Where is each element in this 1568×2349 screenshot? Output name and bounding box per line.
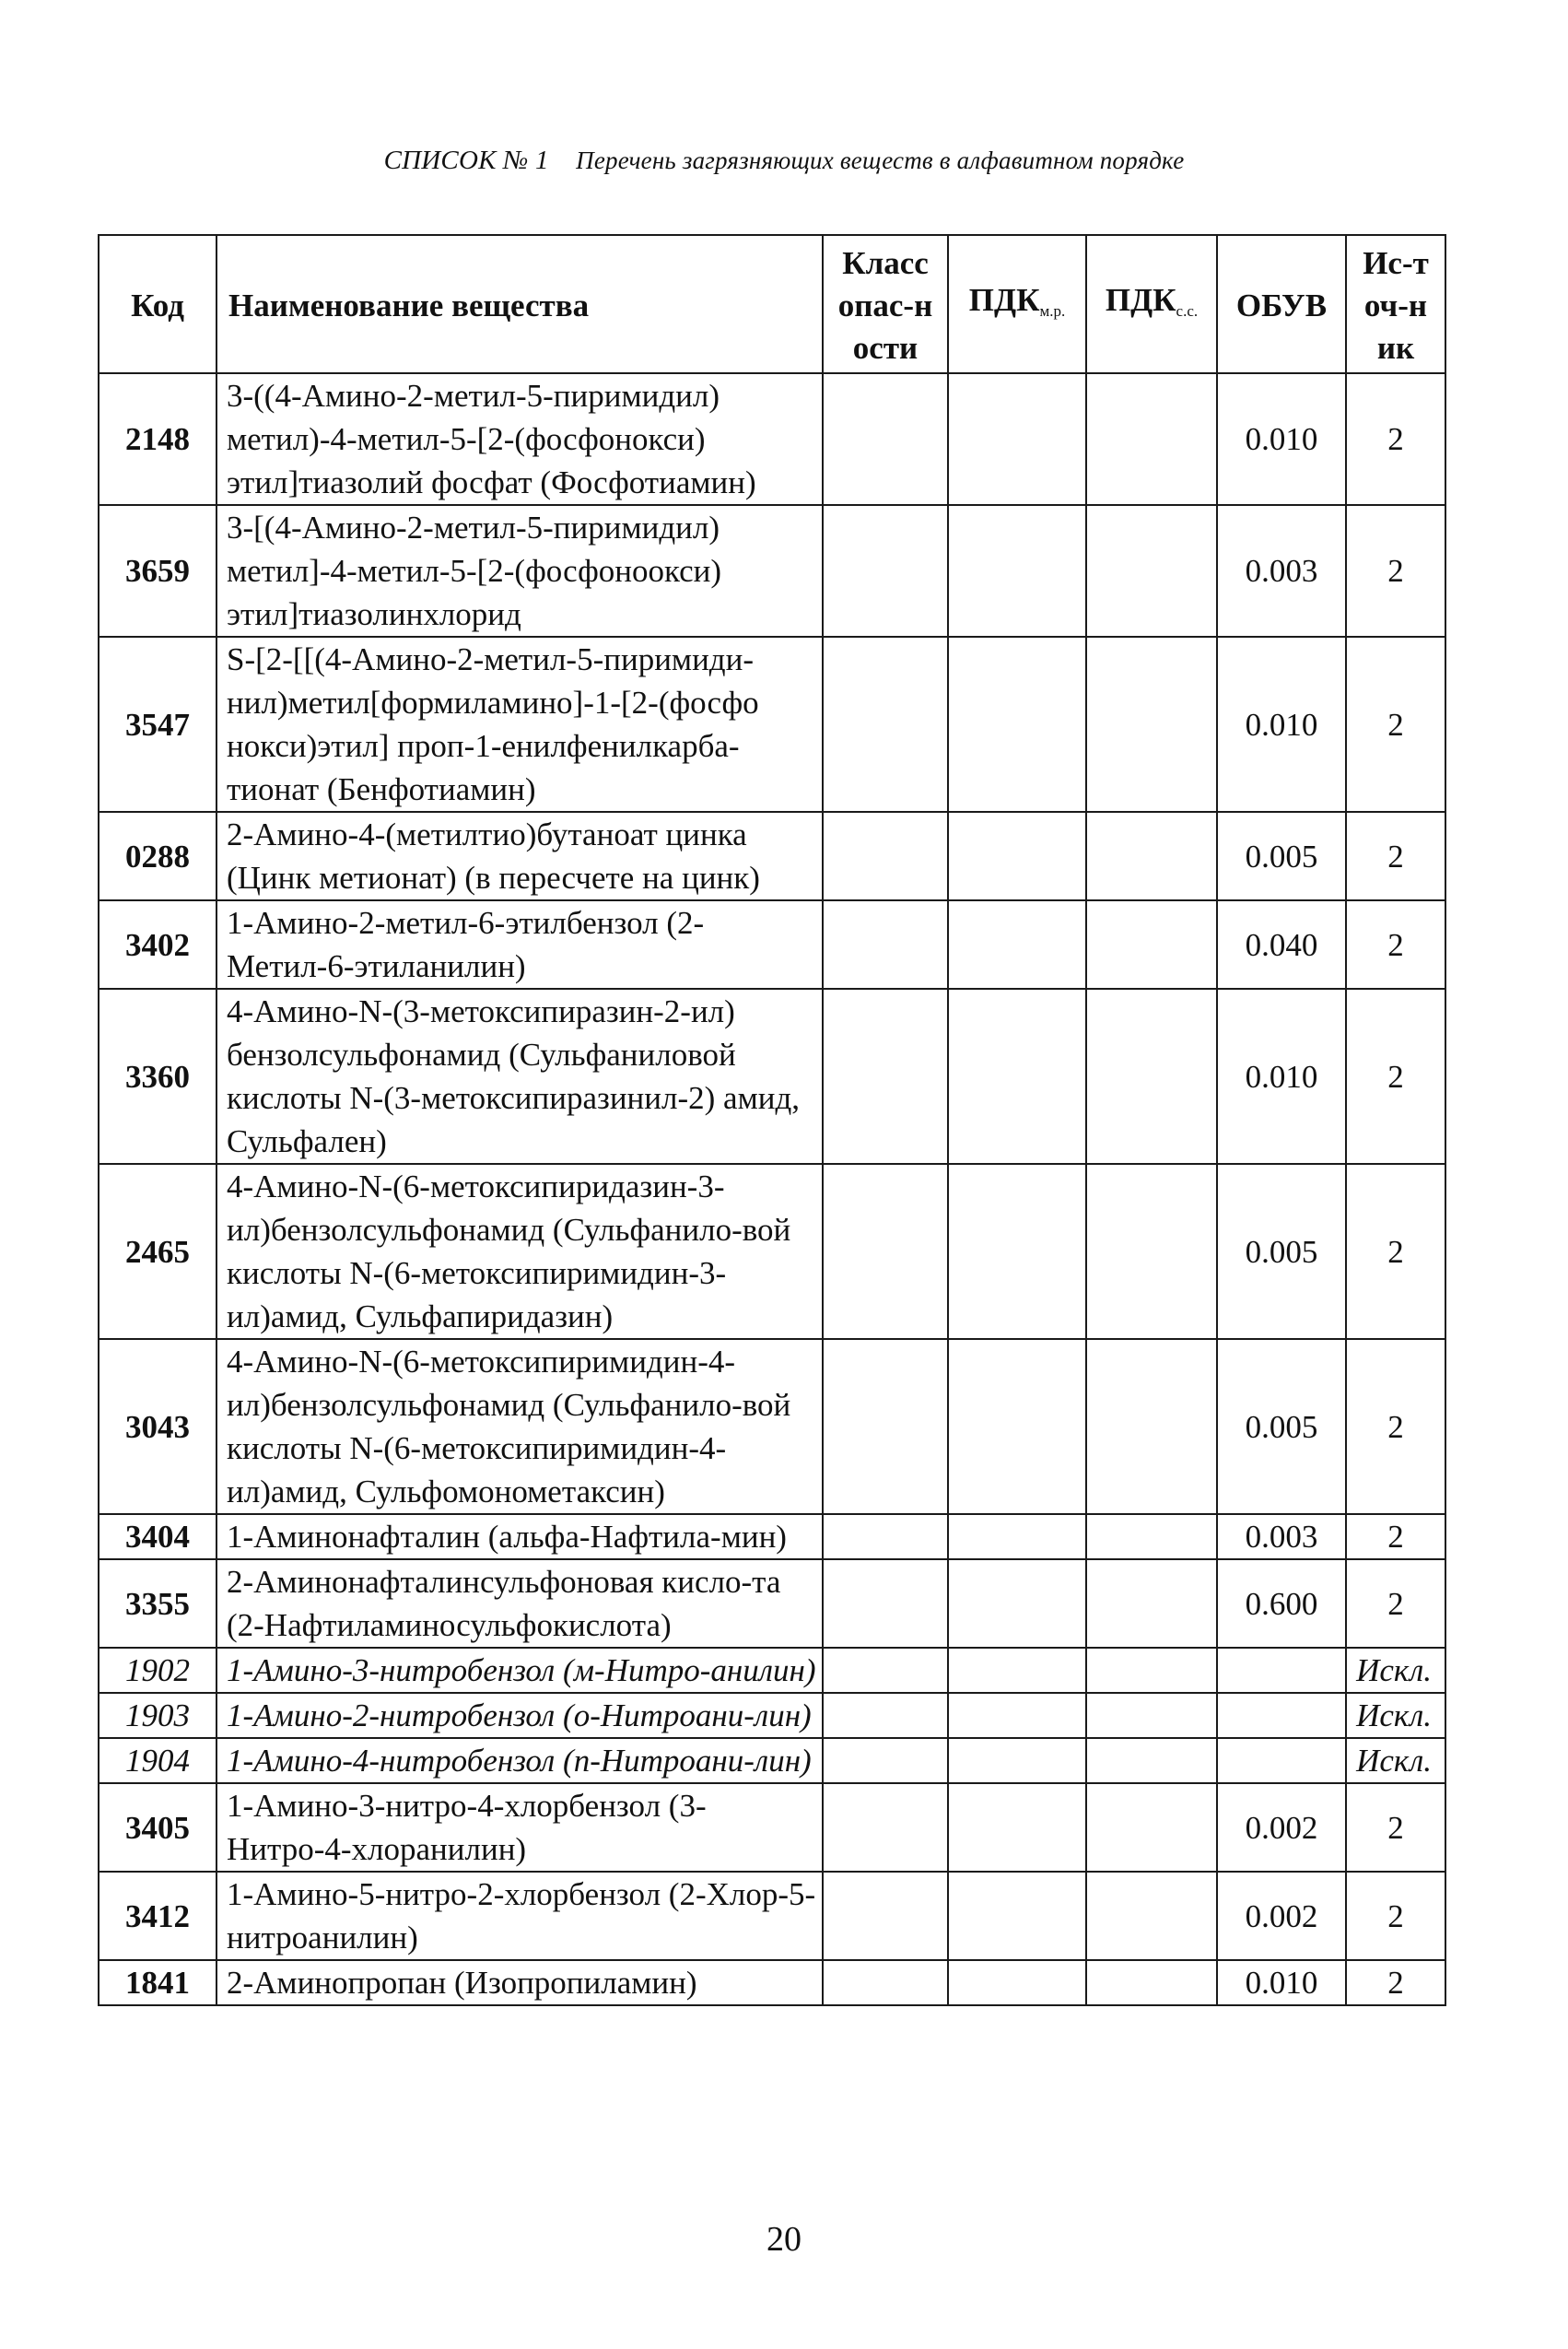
cell-source: 2 [1346, 1960, 1445, 2005]
cell-pdk-mr [948, 1339, 1086, 1514]
cell-name: 3-[(4-Амино-2-метил-5-пиримидил) метил]-4-метил-5-[2-(фосфоноокси) этил]тиазолинхлорид [216, 505, 823, 637]
cell-source: 2 [1346, 1339, 1445, 1514]
table-row [99, 1960, 1445, 2005]
cell-pdk-mr [948, 1693, 1086, 1738]
cell-pdk-ss [1086, 1872, 1217, 1960]
pdk-mr-subscript: м.р. [1039, 302, 1066, 320]
cell-obuv: 0.040 [1217, 900, 1346, 989]
cell-pdk-ss [1086, 505, 1217, 637]
table-row [99, 812, 1445, 900]
cell-obuv: 0.005 [1217, 1164, 1346, 1339]
cell-code: 3405 [99, 1783, 216, 1872]
cell-pdk-ss [1086, 1960, 1217, 2005]
cell-name: 1-Аминонафталин (альфа-Нафтила-мин) [216, 1514, 823, 1559]
pdk-ss-subscript: с.с. [1176, 302, 1199, 320]
cell-hazard-class [823, 1164, 948, 1339]
cell-pdk-mr [948, 637, 1086, 812]
cell-code: 1903 [99, 1693, 216, 1738]
cell-source: 2 [1346, 1514, 1445, 1559]
cell-name: 1-Амино-3-нитробензол (м-Нитро-анилин) [216, 1648, 823, 1693]
cell-pdk-mr [948, 1783, 1086, 1872]
cell-source: 2 [1346, 373, 1445, 505]
cell-source: 2 [1346, 1164, 1445, 1339]
cell-code: 3355 [99, 1559, 216, 1648]
col-header-hazard-class-text: Класс опас-ности [837, 245, 933, 366]
cell-pdk-ss [1086, 1514, 1217, 1559]
cell-hazard-class [823, 1783, 948, 1872]
cell-source: Искл. [1346, 1693, 1445, 1738]
cell-pdk-mr [948, 1648, 1086, 1693]
cell-name: 1-Амино-2-метил-6-этилбензол (2-Метил-6-этиланилин) [216, 900, 823, 989]
cell-pdk-ss [1086, 1559, 1217, 1648]
cell-pdk-mr [948, 1738, 1086, 1783]
cell-obuv [1217, 1648, 1346, 1693]
table-row [99, 1514, 1445, 1559]
cell-pdk-ss [1086, 1783, 1217, 1872]
cell-obuv: 0.005 [1217, 812, 1346, 900]
substances-table [98, 234, 1446, 2006]
cell-pdk-mr [948, 1872, 1086, 1960]
cell-source: 2 [1346, 1559, 1445, 1648]
cell-code: 1841 [99, 1960, 216, 2005]
col-header-source [1346, 235, 1445, 373]
cell-pdk-mr [948, 1514, 1086, 1559]
col-header-name: Наименование вещества [216, 235, 823, 373]
table-row [99, 1339, 1445, 1514]
cell-hazard-class [823, 1514, 948, 1559]
col-header-code: Код [99, 235, 216, 373]
cell-code: 2465 [99, 1164, 216, 1339]
cell-pdk-ss [1086, 1164, 1217, 1339]
cell-pdk-mr [948, 505, 1086, 637]
table-row [99, 1872, 1445, 1960]
cell-hazard-class [823, 1648, 948, 1693]
cell-hazard-class [823, 637, 948, 812]
cell-pdk-mr [948, 1960, 1086, 2005]
cell-code: 3043 [99, 1339, 216, 1514]
cell-hazard-class [823, 1872, 948, 1960]
cell-code: 0288 [99, 812, 216, 900]
col-header-pdk-mr [948, 235, 1086, 373]
cell-code: 3360 [99, 989, 216, 1164]
cell-pdk-ss [1086, 1648, 1217, 1693]
cell-hazard-class [823, 1339, 948, 1514]
cell-source: 2 [1346, 989, 1445, 1164]
cell-name: 1-Амино-3-нитро-4-хлорбензол (3-Нитро-4-хлоранилин) [216, 1783, 823, 1872]
cell-source: Искл. [1346, 1648, 1445, 1693]
cell-pdk-ss [1086, 900, 1217, 989]
list-subtitle: Перечень загрязняющих веществ в алфавитном порядке [576, 147, 1185, 174]
col-header-source-text: Ис-точ-ник [1363, 245, 1429, 366]
cell-source: 2 [1346, 812, 1445, 900]
table-row [99, 1783, 1445, 1872]
cell-name: S-[2-[[(4-Амино-2-метил-5-пиримиди-нил)метил[формиламино]-1-[2-(фосфо нокси)этил] проп-1-енилфенилкарба-тионат (Бенфотиамин) [216, 637, 823, 812]
cell-name: 1-Амино-4-нитробензол (п-Нитроани-лин) [216, 1738, 823, 1783]
cell-name: 1-Амино-5-нитро-2-хлорбензол (2-Хлор-5-нитроанилин) [216, 1872, 823, 1960]
col-header-pdk-ss [1086, 235, 1217, 373]
cell-pdk-mr [948, 989, 1086, 1164]
cell-hazard-class [823, 900, 948, 989]
pdk-ss-label: ПДК [1105, 282, 1176, 318]
cell-obuv [1217, 1738, 1346, 1783]
col-header-obuv: ОБУВ [1217, 235, 1346, 373]
cell-obuv: 0.010 [1217, 637, 1346, 812]
page-header [0, 146, 1568, 176]
cell-pdk-ss [1086, 989, 1217, 1164]
cell-pdk-ss [1086, 1339, 1217, 1514]
cell-name: 2-Аминопропан (Изопропиламин) [216, 1960, 823, 2005]
cell-code: 1902 [99, 1648, 216, 1693]
table-row [99, 505, 1445, 637]
cell-name: 4-Амино-N-(3-метоксипиразин-2-ил) бензолсульфонамид (Сульфаниловой кислоты N-(3-метоксипиразинил-2) амид, Сульфален) [216, 989, 823, 1164]
table-body [99, 373, 1445, 2005]
cell-obuv: 0.003 [1217, 505, 1346, 637]
cell-pdk-ss [1086, 812, 1217, 900]
table-row [99, 1693, 1445, 1738]
cell-source: 2 [1346, 1872, 1445, 1960]
cell-pdk-ss [1086, 637, 1217, 812]
cell-source: 2 [1346, 637, 1445, 812]
table-header-row [99, 235, 1445, 373]
cell-name: 2-Аминонафталинсульфоновая кисло-та (2-Нафтиламиносульфокислота) [216, 1559, 823, 1648]
table-row [99, 1559, 1445, 1648]
cell-source: Искл. [1346, 1738, 1445, 1783]
cell-name: 4-Амино-N-(6-метоксипиримидин-4-ил)бензолсульфонамид (Сульфанило-вой кислоты N-(6-метоксипиримидин-4-ил)амид, Сульфомонометаксин) [216, 1339, 823, 1514]
cell-obuv: 0.002 [1217, 1872, 1346, 1960]
cell-code: 3402 [99, 900, 216, 989]
cell-pdk-mr [948, 1559, 1086, 1648]
cell-obuv: 0.010 [1217, 989, 1346, 1164]
table-row [99, 1164, 1445, 1339]
table-row [99, 989, 1445, 1164]
cell-code: 3404 [99, 1514, 216, 1559]
cell-obuv: 0.002 [1217, 1783, 1346, 1872]
pdk-mr-label: ПДК [968, 282, 1040, 318]
cell-hazard-class [823, 1693, 948, 1738]
cell-hazard-class [823, 373, 948, 505]
col-header-hazard-class [823, 235, 948, 373]
cell-code: 1904 [99, 1738, 216, 1783]
table-row [99, 1648, 1445, 1693]
cell-code: 3412 [99, 1872, 216, 1960]
cell-source: 2 [1346, 505, 1445, 637]
cell-pdk-ss [1086, 1693, 1217, 1738]
cell-name: 2-Амино-4-(метилтио)бутаноат цинка (Цинк метионат) (в пересчете на цинк) [216, 812, 823, 900]
cell-obuv: 0.005 [1217, 1339, 1346, 1514]
cell-obuv: 0.010 [1217, 1960, 1346, 2005]
page-number: 20 [766, 2220, 802, 2259]
cell-pdk-ss [1086, 373, 1217, 505]
table-row [99, 637, 1445, 812]
cell-hazard-class [823, 812, 948, 900]
cell-pdk-mr [948, 900, 1086, 989]
list-label: СПИСОК № 1 [383, 146, 549, 175]
cell-code: 3659 [99, 505, 216, 637]
cell-hazard-class [823, 1960, 948, 2005]
table-row [99, 1738, 1445, 1783]
cell-name: 3-((4-Амино-2-метил-5-пиримидил) метил)-4-метил-5-[2-(фосфонокси) этил]тиазолий фосфат (Фосфотиамин) [216, 373, 823, 505]
cell-name: 1-Амино-2-нитробензол (о-Нитроани-лин) [216, 1693, 823, 1738]
cell-code: 2148 [99, 373, 216, 505]
cell-pdk-ss [1086, 1738, 1217, 1783]
cell-obuv [1217, 1693, 1346, 1738]
table-row [99, 373, 1445, 505]
cell-pdk-mr [948, 1164, 1086, 1339]
cell-hazard-class [823, 1559, 948, 1648]
cell-name: 4-Амино-N-(6-метоксипиридазин-3-ил)бензолсульфонамид (Сульфанило-вой кислоты N-(6-метоксипиримидин-3-ил)амид, Сульфапиридазин) [216, 1164, 823, 1339]
cell-hazard-class [823, 989, 948, 1164]
cell-source: 2 [1346, 900, 1445, 989]
cell-hazard-class [823, 1738, 948, 1783]
table-row [99, 900, 1445, 989]
cell-obuv: 0.010 [1217, 373, 1346, 505]
cell-obuv: 0.600 [1217, 1559, 1346, 1648]
cell-pdk-mr [948, 812, 1086, 900]
cell-pdk-mr [948, 373, 1086, 505]
cell-source: 2 [1346, 1783, 1445, 1872]
cell-code: 3547 [99, 637, 216, 812]
cell-hazard-class [823, 505, 948, 637]
cell-obuv: 0.003 [1217, 1514, 1346, 1559]
